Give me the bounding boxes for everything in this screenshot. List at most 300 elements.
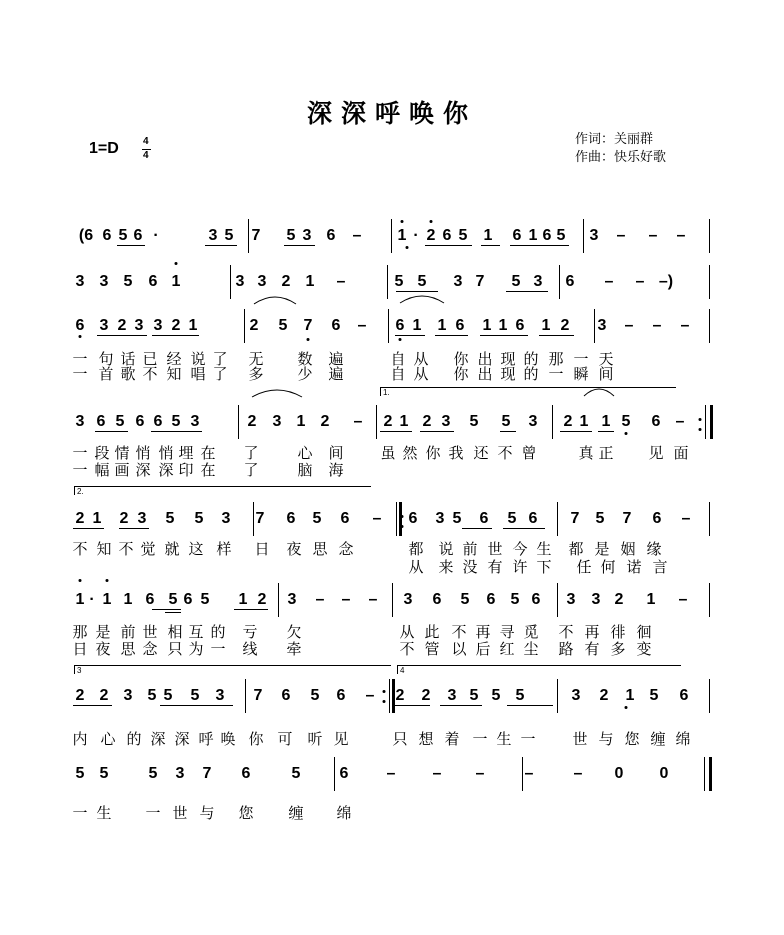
lyric-4-1-15: 还 (473, 444, 489, 462)
lyric-4-1-17: 曾 (521, 444, 537, 462)
dot-below-1 (79, 335, 82, 338)
composer-credit: 作曲：快乐好歌 (575, 150, 667, 165)
bar-line-3 (709, 219, 710, 253)
note-4-5: 6 (153, 413, 163, 430)
volta-bracket-2 (74, 486, 371, 495)
note-4-23: 5 (621, 413, 631, 430)
underline-28 (73, 705, 112, 706)
note-2-17: 6 (565, 273, 575, 290)
note-8-9: – (386, 765, 396, 782)
note-1-2: 6 (102, 227, 112, 244)
lyric-8-1-6: 您 (238, 804, 254, 822)
repeat-dot-2 (401, 515, 404, 518)
lyric-7-1-10: 听 (307, 730, 323, 748)
bar-line-33 (704, 757, 705, 791)
underline-18 (500, 431, 516, 432)
lyric-3-1-11: 自 (390, 350, 406, 368)
lyric-4-1-3: 情 (114, 444, 130, 462)
repeat-dot-0 (699, 428, 702, 431)
note-5-20: 5 (595, 510, 605, 527)
note-5-1: 2 (75, 510, 85, 527)
lyric-6-2-19: 变 (636, 640, 652, 658)
note-5-19: 7 (570, 510, 580, 527)
note-7-1: 2 (75, 687, 85, 704)
lyric-8-1-4: 世 (172, 804, 188, 822)
note-7-9: 6 (281, 687, 291, 704)
lyric-3-2-6: 唱 (190, 365, 206, 383)
note-6-18: 6 (486, 591, 496, 608)
note-3-12: – (357, 317, 367, 334)
note-1-19: 6 (512, 227, 522, 244)
lyric-6-2-15: 尘 (523, 640, 539, 658)
note-1-21: 6 (542, 227, 552, 244)
note-1-7: 5 (224, 227, 234, 244)
lyric-6-1-16: 不 (558, 623, 574, 641)
lyric-4-1-13: 你 (425, 444, 441, 462)
note-8-8: 6 (339, 765, 349, 782)
bar-line-22 (278, 583, 279, 617)
lyric-6-2-5: 只 (167, 640, 183, 658)
note-5-5: 5 (165, 510, 175, 527)
note-4-22: 1 (601, 413, 611, 430)
slur-1 (400, 292, 444, 304)
lyric-6-1-7: 的 (210, 623, 226, 641)
underline-12 (480, 335, 528, 336)
lyric-8-1-1: 一 (72, 804, 88, 822)
bar-line-17 (253, 502, 254, 536)
note-6-13: – (341, 591, 351, 608)
note-6-22: 3 (591, 591, 601, 608)
lyric-6-1-15: 觅 (523, 623, 539, 641)
note-3-5: 3 (153, 317, 163, 334)
underline-22 (119, 528, 149, 529)
underline-7 (506, 291, 548, 292)
note-4-20: 2 (563, 413, 573, 430)
note-1-22: 5 (556, 227, 566, 244)
note-8-2: 5 (99, 765, 109, 782)
note-5-22: 6 (652, 510, 662, 527)
note-1-18: 1 (483, 227, 493, 244)
note-4-24: 6 (651, 413, 661, 430)
note-7-14: 2 (421, 687, 431, 704)
note-3-2: 3 (99, 317, 109, 334)
lyric-6-1-1: 那 (72, 623, 88, 641)
note-3-13: 6 (395, 317, 405, 334)
note-6-8: 5 (200, 591, 210, 608)
note-7-18: 5 (515, 687, 525, 704)
lyric-8-1-3: 一 (145, 804, 161, 822)
note-6-19: 5 (510, 591, 520, 608)
lyric-3-1-7: 了 (212, 350, 228, 368)
lyric-3-1-2: 句 (98, 350, 114, 368)
lyric-7-1-8: 你 (248, 730, 264, 748)
lyric-5-2-1: 从 (408, 558, 424, 576)
lyric-3-1-17: 那 (548, 350, 564, 368)
note-4-1: 3 (75, 413, 85, 430)
lyric-3-2-3: 歌 (120, 365, 136, 383)
lyric-5-2-10: 言 (652, 558, 668, 576)
note-8-5: 7 (202, 765, 212, 782)
note-7-11: 6 (336, 687, 346, 704)
note-2-11: 5 (394, 273, 404, 290)
note-6-12: – (315, 591, 325, 608)
lyric-3-1-1: 一 (72, 350, 88, 368)
lyric-5-1-12: 都 (408, 540, 424, 558)
lyric-6-1-14: 寻 (499, 623, 515, 641)
note-3-4: 3 (134, 317, 144, 334)
note-7-10: 5 (310, 687, 320, 704)
lyric-5-1-13: 说 (438, 540, 454, 558)
lyric-6-2-16: 路 (558, 640, 574, 658)
note-3-20: 1 (541, 317, 551, 334)
lyric-5-1-5: 就 (164, 540, 180, 558)
underline-15 (151, 431, 202, 432)
lyric-5-2-3: 没 (462, 558, 478, 576)
note-8-13: – (573, 765, 583, 782)
lyric-8-1-5: 与 (199, 804, 215, 822)
underline-2 (284, 245, 315, 246)
lyric-3-2-14: 出 (477, 365, 493, 383)
bar-line-23 (392, 583, 393, 617)
note-7-2: 2 (99, 687, 109, 704)
lyric-3-1-4: 已 (142, 350, 158, 368)
bar-line-15 (705, 405, 706, 439)
lyric-4-1-8: 了 (243, 444, 259, 462)
note-4-7: 3 (190, 413, 200, 430)
note-7-6: 5 (190, 687, 200, 704)
note-5-13: 6 (408, 510, 418, 527)
note-2-8: 2 (281, 273, 291, 290)
lyric-5-2-7: 任 (576, 558, 592, 576)
note-5-12: – (372, 510, 382, 527)
lyric-5-2-4: 有 (487, 558, 503, 576)
bar-line-11 (709, 309, 710, 343)
note-1-8: 7 (251, 227, 261, 244)
dot-below-4 (625, 432, 628, 435)
lyric-3-1-16: 的 (523, 350, 539, 368)
note-1-4: 6 (133, 227, 143, 244)
note-3-24: – (652, 317, 662, 334)
note-4-18: 5 (501, 413, 511, 430)
note-4-4: 6 (135, 413, 145, 430)
lyric-5-2-8: 何 (600, 558, 616, 576)
lyric-3-2-8: 多 (248, 365, 264, 383)
lyric-6-2-14: 红 (499, 640, 515, 658)
volta-label-3: 3 (77, 666, 82, 675)
note-6-3: 1 (102, 591, 112, 608)
lyric-3-2-18: 瞬 (573, 365, 589, 383)
note-8-10: – (432, 765, 442, 782)
bar-line-18 (396, 502, 397, 536)
note-1-11: 6 (326, 227, 336, 244)
repeat-dot-4 (383, 700, 386, 703)
lyric-5-1-8: 日 (254, 540, 270, 558)
note-2-12: 5 (417, 273, 427, 290)
underline-32 (507, 705, 553, 706)
note-8-15: 0 (659, 765, 669, 782)
lyric-5-1-14: 前 (462, 540, 478, 558)
note-4-15: 2 (422, 413, 432, 430)
underline-23 (462, 528, 492, 529)
note-1-24: – (616, 227, 626, 244)
lyric-7-1-5: 深 (174, 730, 190, 748)
underline-3 (425, 245, 472, 246)
bar-line-24 (557, 583, 558, 617)
lyric-6-1-11: 此 (424, 623, 440, 641)
note-2-3: 5 (123, 273, 133, 290)
note-6-17: 5 (460, 591, 470, 608)
lyric-3-1-12: 从 (413, 350, 429, 368)
lyric-4-1-9: 心 (297, 444, 313, 462)
lyric-6-2-9: 牵 (286, 640, 302, 658)
lyric-7-1-7: 唤 (220, 730, 236, 748)
dot-above-3 (79, 579, 82, 582)
note-1-20: 1 (528, 227, 538, 244)
note-7-12: – (365, 687, 375, 704)
note-6-16: 6 (432, 591, 442, 608)
note-1-12: – (352, 227, 362, 244)
lyric-4-1-16: 不 (497, 444, 513, 462)
note-2-4: 6 (148, 273, 158, 290)
bar-line-1 (391, 219, 392, 253)
note-3-22: 3 (597, 317, 607, 334)
lyric-7-1-15: 一 (472, 730, 488, 748)
underline-26 (165, 612, 181, 613)
lyric-3-1-15: 现 (500, 350, 516, 368)
note-3-7: 1 (188, 317, 198, 334)
lyric-4-1-1: 一 (72, 444, 88, 462)
key-signature: 1=D (89, 140, 119, 157)
bar-line-20 (557, 502, 558, 536)
note-5-17: 5 (507, 510, 517, 527)
note-7-15: 3 (447, 687, 457, 704)
lyric-5-1-10: 思 (312, 540, 328, 558)
note-1-23: 3 (589, 227, 599, 244)
note-4-8: 2 (247, 413, 257, 430)
note-5-6: 5 (194, 510, 204, 527)
lyric-5-2-2: 来 (438, 558, 454, 576)
note-3-11: 6 (331, 317, 341, 334)
lyric-3-1-8: 无 (248, 350, 264, 368)
lyric-6-1-3: 前 (120, 623, 136, 641)
underline-14 (95, 431, 128, 432)
lyric-4-1-21: 面 (673, 444, 689, 462)
lyric-6-1-12: 不 (451, 623, 467, 641)
note-1-6: 3 (208, 227, 218, 244)
underline-29 (160, 705, 233, 706)
lyric-8-1-2: 生 (96, 804, 112, 822)
lyric-7-1-17: 一 (520, 730, 536, 748)
lyric-6-1-6: 互 (188, 623, 204, 641)
lyric-6-2-3: 思 (120, 640, 136, 658)
underline-8 (97, 335, 147, 336)
lyric-6-1-4: 世 (142, 623, 158, 641)
note-4-13: 2 (383, 413, 393, 430)
note-8-14: 0 (614, 765, 624, 782)
underline-25 (152, 609, 181, 610)
note-6-11: 3 (287, 591, 297, 608)
note-2-20: –) (658, 273, 674, 290)
note-5-9: 6 (286, 510, 296, 527)
note-6-5: 6 (145, 591, 155, 608)
note-4-10: 1 (296, 413, 306, 430)
underline-5 (510, 245, 569, 246)
note-7-7: 3 (215, 687, 225, 704)
lyric-3-2-4: 不 (142, 365, 158, 383)
lyric-7-1-20: 您 (624, 730, 640, 748)
note-5-15: 5 (452, 510, 462, 527)
lyric-6-2-11: 管 (424, 640, 440, 658)
note-4-6: 5 (171, 413, 181, 430)
lyric-7-1-14: 着 (444, 730, 460, 748)
lyric-4-2-5: 深 (158, 461, 174, 479)
dot-below-0 (406, 246, 409, 249)
lyric-3-1-5: 经 (166, 350, 182, 368)
lyric-4-1-14: 我 (448, 444, 464, 462)
lyric-5-1-18: 都 (568, 540, 584, 558)
lyric-4-2-1: 一 (72, 461, 88, 479)
note-1-5: · (153, 227, 159, 244)
lyric-4-1-18: 真 (578, 444, 594, 462)
note-8-7: 5 (291, 765, 301, 782)
lyric-7-1-1: 内 (72, 730, 88, 748)
lyric-7-1-21: 缠 (650, 730, 666, 748)
note-4-9: 3 (272, 413, 282, 430)
note-5-14: 3 (435, 510, 445, 527)
lyric-6-2-10: 不 (399, 640, 415, 658)
note-8-12: – (524, 765, 534, 782)
bar-line-21 (709, 502, 710, 536)
lyric-6-2-4: 念 (142, 640, 158, 658)
bar-line-13 (376, 405, 377, 439)
underline-0 (117, 245, 145, 246)
underline-20 (598, 431, 614, 432)
lyric-7-1-13: 想 (418, 730, 434, 748)
lyric-4-2-3: 画 (114, 461, 130, 479)
note-4-3: 5 (115, 413, 125, 430)
note-6-23: 2 (614, 591, 624, 608)
note-2-19: – (635, 273, 645, 290)
slur-0 (254, 293, 296, 305)
note-1-15: 2 (426, 227, 436, 244)
underline-11 (435, 335, 468, 336)
underline-19 (560, 431, 592, 432)
note-5-4: 3 (137, 510, 147, 527)
lyric-7-1-11: 见 (333, 730, 349, 748)
lyric-3-1-13: 你 (453, 350, 469, 368)
lyric-3-2-16: 的 (523, 365, 539, 383)
dot-above-0 (401, 220, 404, 223)
bar-line-19 (399, 502, 402, 536)
lyric-3-2-11: 自 (390, 365, 406, 383)
underline-16 (380, 431, 412, 432)
lyric-3-2-1: 一 (72, 365, 88, 383)
lyric-5-1-2: 知 (96, 540, 112, 558)
note-2-10: – (336, 273, 346, 290)
lyric-4-1-10: 间 (328, 444, 344, 462)
lyric-5-1-7: 样 (216, 540, 232, 558)
lyric-6-1-10: 从 (399, 623, 415, 641)
lyric-5-1-19: 是 (594, 540, 610, 558)
note-3-19: 6 (515, 317, 525, 334)
bar-line-32 (522, 757, 523, 791)
lyric-5-1-16: 今 (512, 540, 528, 558)
note-2-2: 3 (99, 273, 109, 290)
note-5-11: 6 (340, 510, 350, 527)
lyric-6-2-17: 有 (584, 640, 600, 658)
lyric-4-2-6: 印 (178, 461, 194, 479)
lyric-5-2-6: 下 (536, 558, 552, 576)
underline-13 (539, 335, 574, 336)
repeat-dot-1 (699, 418, 702, 421)
lyric-7-1-12: 只 (392, 730, 408, 748)
underline-30 (392, 705, 430, 706)
note-2-6: 3 (235, 273, 245, 290)
note-1-9: 5 (286, 227, 296, 244)
note-2-1: 3 (75, 273, 85, 290)
lyric-3-2-17: 一 (548, 365, 564, 383)
volta-bracket-1 (380, 387, 676, 396)
note-5-8: 7 (255, 510, 265, 527)
note-4-12: – (353, 413, 363, 430)
bar-line-14 (552, 405, 553, 439)
lyric-8-1-7: 缠 (288, 804, 304, 822)
lyric-7-1-22: 绵 (675, 730, 691, 748)
note-7-19: 3 (571, 687, 581, 704)
lyric-5-1-11: 念 (338, 540, 354, 558)
note-6-7: 6 (183, 591, 193, 608)
lyric-3-1-9: 数 (297, 350, 313, 368)
lyric-8-1-8: 绵 (336, 804, 352, 822)
lyric-6-1-19: 徊 (636, 623, 652, 641)
lyric-5-2-9: 诺 (626, 558, 642, 576)
note-7-22: 5 (649, 687, 659, 704)
note-7-4: 5 (147, 687, 157, 704)
note-4-17: 5 (469, 413, 479, 430)
lyricist-credit: 作词：关丽群 (575, 132, 654, 147)
underline-1 (205, 245, 237, 246)
lyric-3-2-5: 知 (166, 365, 182, 383)
bar-line-10 (594, 309, 595, 343)
note-6-6: 5 (168, 591, 178, 608)
note-5-18: 6 (528, 510, 538, 527)
underline-9 (152, 335, 199, 336)
bar-line-12 (238, 405, 239, 439)
lyric-5-1-3: 不 (118, 540, 134, 558)
lyric-6-1-8: 亏 (242, 623, 258, 641)
note-2-9: 1 (305, 273, 315, 290)
note-8-3: 5 (148, 765, 158, 782)
lyric-6-2-13: 后 (475, 640, 491, 658)
lyric-5-2-5: 许 (512, 558, 528, 576)
dot-below-3 (399, 338, 402, 341)
lyric-7-1-9: 可 (277, 730, 293, 748)
lyric-3-1-19: 天 (598, 350, 614, 368)
lyric-5-1-17: 生 (536, 540, 552, 558)
underline-31 (440, 705, 482, 706)
lyric-7-1-3: 的 (126, 730, 142, 748)
dot-above-2 (175, 262, 178, 265)
dot-above-4 (106, 579, 109, 582)
lyric-6-2-18: 多 (610, 640, 626, 658)
lyric-4-2-4: 深 (135, 461, 151, 479)
note-1-10: 3 (302, 227, 312, 244)
note-1-16: 6 (442, 227, 452, 244)
note-7-21: 1 (625, 687, 635, 704)
note-3-15: 1 (437, 317, 447, 334)
lyric-3-2-2: 首 (98, 365, 114, 383)
note-8-6: 6 (241, 765, 251, 782)
